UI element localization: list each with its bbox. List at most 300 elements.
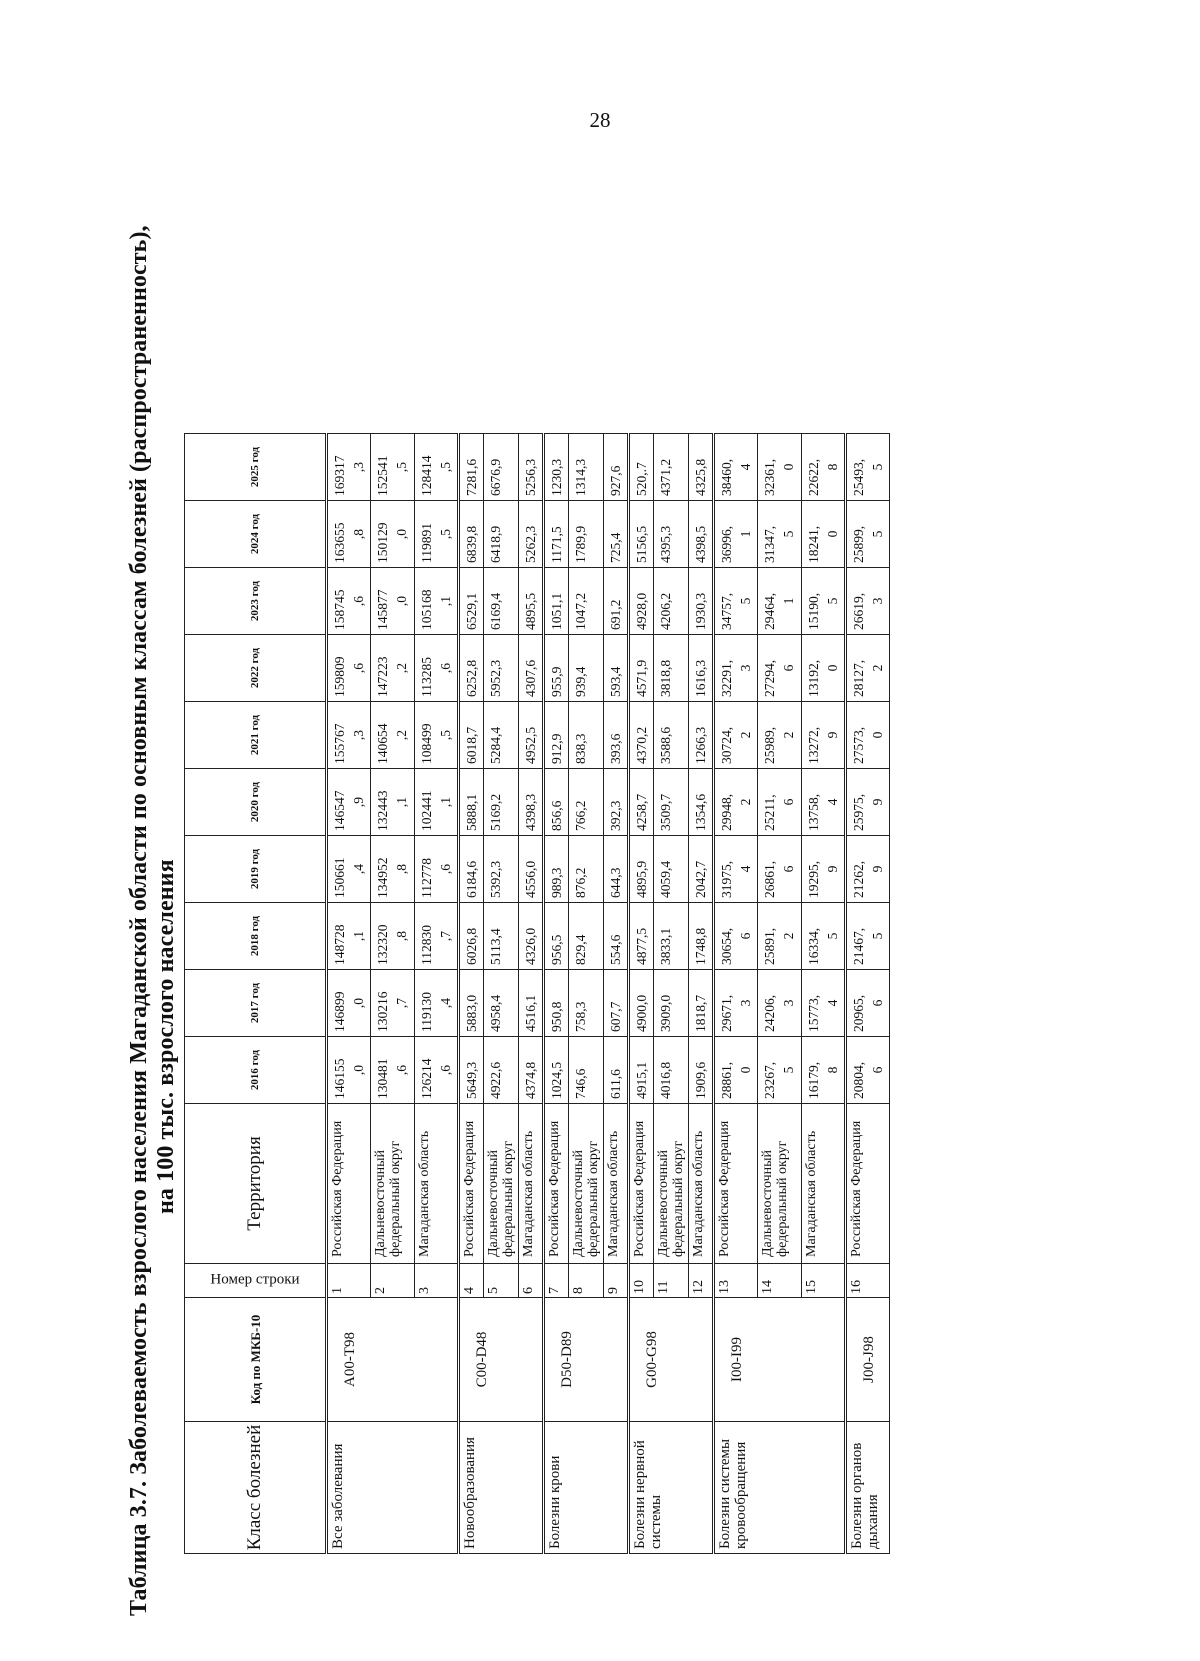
row-number-cell: 7 bbox=[544, 1264, 569, 1298]
header-row-number bbox=[185, 1264, 327, 1298]
value-part: 2 bbox=[781, 731, 796, 739]
value-cell: 393,6 bbox=[604, 702, 629, 769]
row-number-cell: 11 bbox=[654, 1264, 689, 1298]
value-cell bbox=[371, 970, 415, 1037]
value-cell: 5952,3 bbox=[484, 635, 519, 702]
value-cell bbox=[371, 568, 415, 635]
value-cell bbox=[415, 836, 459, 903]
value-part: ,8 bbox=[394, 863, 409, 875]
value-cell bbox=[327, 1037, 371, 1104]
value-part: ,7 bbox=[438, 930, 453, 942]
value-part: 5 bbox=[870, 932, 885, 940]
value-cell: 4877,5 bbox=[629, 903, 654, 970]
value-part: 169317 bbox=[332, 455, 347, 496]
disease-class-cell: Болезни нервной системы bbox=[629, 1422, 714, 1554]
value-cell: 4958,4 bbox=[484, 970, 519, 1037]
value-cell: 4900,0 bbox=[629, 970, 654, 1037]
value-cell bbox=[758, 702, 802, 769]
value-cell bbox=[758, 769, 802, 836]
value-part: ,4 bbox=[351, 863, 366, 875]
row-number-cell: 8 bbox=[569, 1264, 604, 1298]
value-part: ,6 bbox=[438, 662, 453, 674]
row-number-cell: 16 bbox=[846, 1264, 890, 1298]
header-year: 2024 год bbox=[185, 501, 327, 568]
value-cell bbox=[802, 836, 846, 903]
value-part: 16334, bbox=[806, 927, 821, 965]
value-cell: 5392,3 bbox=[484, 836, 519, 903]
value-cell: 4556,0 bbox=[519, 836, 544, 903]
value-part: 32361, bbox=[762, 458, 777, 496]
value-cell: 6676,9 bbox=[484, 434, 519, 501]
value-part: 32291, bbox=[719, 659, 734, 697]
value-cell: 593,4 bbox=[604, 635, 629, 702]
value-part: 159809 bbox=[332, 656, 347, 697]
value-cell: 955,9 bbox=[544, 635, 569, 702]
value-part: 5 bbox=[738, 597, 753, 605]
value-cell: 4258,7 bbox=[629, 769, 654, 836]
value-cell bbox=[371, 501, 415, 568]
value-part: 8 bbox=[825, 463, 840, 471]
row-number-cell: 15 bbox=[802, 1264, 846, 1298]
value-part: 2 bbox=[870, 664, 885, 672]
value-cell bbox=[802, 434, 846, 501]
value-cell bbox=[802, 501, 846, 568]
value-cell: 1314,3 bbox=[569, 434, 604, 501]
value-cell: 1266,3 bbox=[689, 702, 714, 769]
value-cell: 746,6 bbox=[569, 1037, 604, 1104]
caption-line-2: на 100 тыс. взрослого населения bbox=[153, 859, 179, 1214]
value-part: 0 bbox=[825, 530, 840, 538]
value-part: 19295, bbox=[806, 860, 821, 898]
icd-code-cell: G00-G98 bbox=[629, 1298, 714, 1422]
value-part: 25899, bbox=[851, 525, 866, 563]
rotated-page-content bbox=[126, 144, 1066, 1622]
territory-cell: Дальневосточный федеральный округ bbox=[569, 1104, 604, 1264]
value-cell: 4307,6 bbox=[519, 635, 544, 702]
value-cell: 5256,3 bbox=[519, 434, 544, 501]
value-cell: 6184,6 bbox=[459, 836, 484, 903]
territory-cell: Российская Федерация bbox=[629, 1104, 654, 1264]
value-part: 13272, bbox=[806, 726, 821, 764]
value-part: 4 bbox=[825, 999, 840, 1007]
header-row-number-label: Номер строки bbox=[210, 1272, 300, 1288]
value-cell bbox=[371, 702, 415, 769]
value-part: ,5 bbox=[394, 461, 409, 473]
disease-class-cell: Все заболевания bbox=[327, 1422, 459, 1554]
value-part: 146155 bbox=[332, 1058, 347, 1099]
value-cell: 3588,6 bbox=[654, 702, 689, 769]
value-cell bbox=[371, 434, 415, 501]
value-part: 6 bbox=[738, 932, 753, 940]
territory-cell: Магаданская область bbox=[689, 1104, 714, 1264]
value-cell bbox=[371, 769, 415, 836]
value-cell: 4016,8 bbox=[654, 1037, 689, 1104]
value-part: 3 bbox=[781, 999, 796, 1007]
value-cell: 1354,6 bbox=[689, 769, 714, 836]
icd-code-cell: J00-J98 bbox=[846, 1298, 890, 1422]
value-part: 155767 bbox=[332, 723, 347, 764]
value-cell bbox=[327, 702, 371, 769]
value-part: ,6 bbox=[438, 863, 453, 875]
value-part: 18241, bbox=[806, 525, 821, 563]
value-part: 102441 bbox=[419, 790, 434, 831]
value-part: ,3 bbox=[351, 461, 366, 473]
table-caption bbox=[126, 144, 180, 1622]
header-year: 2022 год bbox=[185, 635, 327, 702]
territory-cell: Российская Федерация bbox=[327, 1104, 371, 1264]
value-part: 132320 bbox=[375, 924, 390, 965]
value-part: 29464, bbox=[762, 592, 777, 630]
value-part: 15773, bbox=[806, 994, 821, 1032]
value-part: 25493, bbox=[851, 458, 866, 496]
value-cell: 876,2 bbox=[569, 836, 604, 903]
table-row bbox=[544, 434, 569, 1554]
value-cell: 4928,0 bbox=[629, 568, 654, 635]
value-cell: 4206,2 bbox=[654, 568, 689, 635]
value-part: ,0 bbox=[351, 997, 366, 1009]
value-part: 24206, bbox=[762, 994, 777, 1032]
value-part: 147223 bbox=[375, 656, 390, 697]
value-cell: 644,3 bbox=[604, 836, 629, 903]
value-cell bbox=[714, 769, 758, 836]
value-cell: 4059,4 bbox=[654, 836, 689, 903]
value-part: 29948, bbox=[719, 793, 734, 831]
value-part: ,5 bbox=[438, 461, 453, 473]
value-part: 2 bbox=[738, 731, 753, 739]
value-cell: 1616,3 bbox=[689, 635, 714, 702]
header-year: 2021 год bbox=[185, 702, 327, 769]
value-cell bbox=[846, 635, 890, 702]
value-cell bbox=[714, 434, 758, 501]
value-part: ,1 bbox=[438, 796, 453, 808]
value-cell bbox=[846, 702, 890, 769]
value-cell: 1748,8 bbox=[689, 903, 714, 970]
row-number-cell: 6 bbox=[519, 1264, 544, 1298]
disease-class-cell: Болезни органов дыхания bbox=[846, 1422, 890, 1554]
value-cell: 6252,8 bbox=[459, 635, 484, 702]
value-cell: 1789,9 bbox=[569, 501, 604, 568]
value-part: 105168 bbox=[419, 589, 434, 630]
value-cell bbox=[327, 501, 371, 568]
value-cell: 611,6 bbox=[604, 1037, 629, 1104]
value-part: 108499 bbox=[419, 723, 434, 764]
value-cell: 6026,8 bbox=[459, 903, 484, 970]
value-cell: 5284,4 bbox=[484, 702, 519, 769]
value-part: 25211, bbox=[762, 794, 777, 831]
header-year: 2025 год bbox=[185, 434, 327, 501]
header-year: 2016 год bbox=[185, 1037, 327, 1104]
value-cell: 5649,3 bbox=[459, 1037, 484, 1104]
value-part: 21262, bbox=[851, 860, 866, 898]
value-cell: 3909,0 bbox=[654, 970, 689, 1037]
value-cell: 554,6 bbox=[604, 903, 629, 970]
value-part: 25891, bbox=[762, 927, 777, 965]
table-body bbox=[327, 434, 890, 1554]
value-cell bbox=[415, 769, 459, 836]
value-cell: 3818,8 bbox=[654, 635, 689, 702]
value-part: 4 bbox=[738, 463, 753, 471]
value-cell bbox=[846, 903, 890, 970]
value-part: 9 bbox=[825, 865, 840, 873]
value-cell: 6529,1 bbox=[459, 568, 484, 635]
territory-cell: Дальневосточный федеральный округ bbox=[484, 1104, 519, 1264]
value-cell: 725,4 bbox=[604, 501, 629, 568]
row-number-cell: 9 bbox=[604, 1264, 629, 1298]
value-cell: 4370,2 bbox=[629, 702, 654, 769]
value-part: 13758, bbox=[806, 793, 821, 831]
value-cell: 4922,6 bbox=[484, 1037, 519, 1104]
value-cell bbox=[802, 903, 846, 970]
territory-cell: Магаданская область bbox=[519, 1104, 544, 1264]
value-part: ,0 bbox=[394, 595, 409, 607]
value-cell bbox=[714, 635, 758, 702]
value-part: 1 bbox=[738, 530, 753, 538]
value-part: 112778 bbox=[419, 858, 434, 898]
value-part: 30654, bbox=[719, 927, 734, 965]
value-cell: 2042,7 bbox=[689, 836, 714, 903]
value-cell bbox=[371, 903, 415, 970]
value-part: 16179, bbox=[806, 1061, 821, 1099]
value-cell: 912,9 bbox=[544, 702, 569, 769]
value-part: 130216 bbox=[375, 991, 390, 1032]
row-number-cell: 1 bbox=[327, 1264, 371, 1298]
table-row bbox=[459, 434, 484, 1554]
value-cell bbox=[758, 501, 802, 568]
header-code: Код по МКБ-10 bbox=[185, 1298, 327, 1422]
value-part: 163655 bbox=[332, 522, 347, 563]
value-cell bbox=[846, 1037, 890, 1104]
value-part: 119891 bbox=[419, 523, 434, 563]
value-part: 6 bbox=[870, 999, 885, 1007]
value-part: 20804, bbox=[851, 1061, 866, 1099]
value-cell bbox=[371, 635, 415, 702]
value-part: ,6 bbox=[351, 595, 366, 607]
value-cell: 5262,3 bbox=[519, 501, 544, 568]
value-cell: 4895,5 bbox=[519, 568, 544, 635]
value-part: 119130 bbox=[419, 992, 434, 1032]
territory-cell: Магаданская область bbox=[604, 1104, 629, 1264]
page-number: 28 bbox=[589, 108, 611, 132]
value-part: 5 bbox=[781, 1066, 796, 1074]
value-part: 158745 bbox=[332, 589, 347, 630]
value-cell bbox=[758, 903, 802, 970]
value-part: 6 bbox=[870, 1066, 885, 1074]
value-cell bbox=[714, 501, 758, 568]
value-cell bbox=[415, 434, 459, 501]
value-cell bbox=[802, 1037, 846, 1104]
icd-code-cell: D50-D89 bbox=[544, 1298, 629, 1422]
value-part: 28127, bbox=[851, 659, 866, 697]
value-part: 146547 bbox=[332, 790, 347, 831]
value-part: 113285 bbox=[419, 657, 434, 697]
value-part: 5 bbox=[870, 463, 885, 471]
value-cell: 5113,4 bbox=[484, 903, 519, 970]
value-part: 6 bbox=[781, 798, 796, 806]
territory-cell: Российская Федерация bbox=[544, 1104, 569, 1264]
value-part: 5 bbox=[825, 932, 840, 940]
value-cell: 4895,9 bbox=[629, 836, 654, 903]
caption-line-1: Таблица 3.7. Заболеваемость взрослого населения Магаданской области по основным классам болезней (распространенность), bbox=[126, 225, 152, 1616]
morbidity-table bbox=[184, 433, 890, 1554]
value-cell bbox=[415, 568, 459, 635]
value-part: 20965, bbox=[851, 994, 866, 1032]
value-cell: 6169,4 bbox=[484, 568, 519, 635]
value-cell: 766,2 bbox=[569, 769, 604, 836]
value-part: 26861, bbox=[762, 860, 777, 898]
territory-cell: Российская Федерация bbox=[459, 1104, 484, 1264]
value-cell: 520,.7 bbox=[629, 434, 654, 501]
value-cell bbox=[371, 1037, 415, 1104]
row-number-cell: 10 bbox=[629, 1264, 654, 1298]
value-cell: 939,4 bbox=[569, 635, 604, 702]
value-cell bbox=[714, 1037, 758, 1104]
value-part: 128414 bbox=[419, 455, 434, 496]
value-cell: 5883,0 bbox=[459, 970, 484, 1037]
value-cell: 5888,1 bbox=[459, 769, 484, 836]
value-cell: 3833,1 bbox=[654, 903, 689, 970]
value-part: 36996, bbox=[719, 525, 734, 563]
value-cell bbox=[758, 568, 802, 635]
value-part: 15190, bbox=[806, 592, 821, 630]
value-cell bbox=[327, 769, 371, 836]
value-cell: 607,7 bbox=[604, 970, 629, 1037]
territory-cell: Российская Федерация bbox=[846, 1104, 890, 1264]
value-part: 132443 bbox=[375, 790, 390, 831]
row-number-cell: 5 bbox=[484, 1264, 519, 1298]
value-part: ,6 bbox=[394, 1064, 409, 1076]
value-cell bbox=[415, 903, 459, 970]
value-part: 38460, bbox=[719, 458, 734, 496]
table-row bbox=[327, 434, 371, 1554]
value-part: 126214 bbox=[419, 1058, 434, 1099]
value-cell bbox=[758, 635, 802, 702]
value-cell bbox=[327, 836, 371, 903]
value-cell bbox=[327, 970, 371, 1037]
value-cell bbox=[714, 568, 758, 635]
value-cell bbox=[846, 769, 890, 836]
value-part: 9 bbox=[870, 798, 885, 806]
value-cell bbox=[327, 568, 371, 635]
value-part: 5 bbox=[870, 530, 885, 538]
value-cell: 989,3 bbox=[544, 836, 569, 903]
value-cell: 1930,3 bbox=[689, 568, 714, 635]
value-cell bbox=[415, 702, 459, 769]
value-cell bbox=[415, 1037, 459, 1104]
value-cell bbox=[802, 635, 846, 702]
value-cell bbox=[714, 702, 758, 769]
value-cell: 838,3 bbox=[569, 702, 604, 769]
value-cell bbox=[802, 702, 846, 769]
table-row bbox=[714, 434, 758, 1554]
value-part: 27573, bbox=[851, 726, 866, 764]
value-part: 23267, bbox=[762, 1061, 777, 1099]
value-cell: 392,3 bbox=[604, 769, 629, 836]
value-cell bbox=[415, 501, 459, 568]
value-part: 29671, bbox=[719, 994, 734, 1032]
value-part: ,7 bbox=[394, 997, 409, 1009]
value-cell: 691,2 bbox=[604, 568, 629, 635]
icd-code-cell: C00-D48 bbox=[459, 1298, 544, 1422]
value-cell bbox=[714, 970, 758, 1037]
row-number-cell: 12 bbox=[689, 1264, 714, 1298]
value-part: 26619, bbox=[851, 592, 866, 630]
value-part: ,8 bbox=[351, 528, 366, 540]
value-part: 3 bbox=[738, 664, 753, 672]
value-cell: 6418,9 bbox=[484, 501, 519, 568]
value-cell: 758,3 bbox=[569, 970, 604, 1037]
value-part: 28861, bbox=[719, 1061, 734, 1099]
value-part: ,2 bbox=[394, 662, 409, 674]
value-part: 3 bbox=[738, 999, 753, 1007]
value-cell bbox=[846, 970, 890, 1037]
value-part: 148728 bbox=[332, 924, 347, 965]
value-part: ,9 bbox=[351, 796, 366, 808]
icd-code-cell: I00-I99 bbox=[714, 1298, 846, 1422]
header-year: 2023 год bbox=[185, 568, 327, 635]
value-cell: 1047,2 bbox=[569, 568, 604, 635]
value-part: ,0 bbox=[351, 1064, 366, 1076]
value-part: 0 bbox=[870, 731, 885, 739]
value-cell: 4325,8 bbox=[689, 434, 714, 501]
value-cell: 4374,8 bbox=[519, 1037, 544, 1104]
value-part: 30724, bbox=[719, 726, 734, 764]
value-part: 13192, bbox=[806, 659, 821, 697]
value-cell bbox=[371, 836, 415, 903]
value-cell: 4371,2 bbox=[654, 434, 689, 501]
value-cell: 1230,3 bbox=[544, 434, 569, 501]
value-cell bbox=[802, 769, 846, 836]
value-cell bbox=[846, 434, 890, 501]
value-part: 130481 bbox=[375, 1058, 390, 1099]
value-cell: 829,4 bbox=[569, 903, 604, 970]
value-part: 31975, bbox=[719, 860, 734, 898]
header-year: 2018 год bbox=[185, 903, 327, 970]
value-part: 146899 bbox=[332, 991, 347, 1032]
value-cell: 4398,5 bbox=[689, 501, 714, 568]
table-row bbox=[846, 434, 890, 1554]
value-part: ,1 bbox=[351, 930, 366, 942]
value-cell: 4952,5 bbox=[519, 702, 544, 769]
value-cell: 4395,3 bbox=[654, 501, 689, 568]
value-cell bbox=[846, 836, 890, 903]
value-cell bbox=[758, 836, 802, 903]
value-part: 9 bbox=[825, 731, 840, 739]
value-part: 112830 bbox=[419, 925, 434, 965]
value-part: 25989, bbox=[762, 726, 777, 764]
header-year: 2019 год bbox=[185, 836, 327, 903]
value-part: 22622, bbox=[806, 458, 821, 496]
value-part: ,1 bbox=[394, 796, 409, 808]
value-cell: 3509,7 bbox=[654, 769, 689, 836]
value-part: 0 bbox=[738, 1066, 753, 1074]
value-cell: 1171,5 bbox=[544, 501, 569, 568]
territory-cell: Магаданская область bbox=[802, 1104, 846, 1264]
value-part: 27294, bbox=[762, 659, 777, 697]
value-cell: 6839,8 bbox=[459, 501, 484, 568]
value-part: 4 bbox=[738, 865, 753, 873]
header-year: 2020 год bbox=[185, 769, 327, 836]
value-cell: 1024,5 bbox=[544, 1037, 569, 1104]
header-year: 2017 год bbox=[185, 970, 327, 1037]
value-part: 34757, bbox=[719, 592, 734, 630]
value-part: ,6 bbox=[438, 1064, 453, 1076]
value-cell: 4516,1 bbox=[519, 970, 544, 1037]
value-cell: 927,6 bbox=[604, 434, 629, 501]
value-part: 6 bbox=[781, 865, 796, 873]
disease-class-cell: Болезни системы кровообращения bbox=[714, 1422, 846, 1554]
icd-code-cell: A00-T98 bbox=[327, 1298, 459, 1422]
value-part: 25975, bbox=[851, 793, 866, 831]
